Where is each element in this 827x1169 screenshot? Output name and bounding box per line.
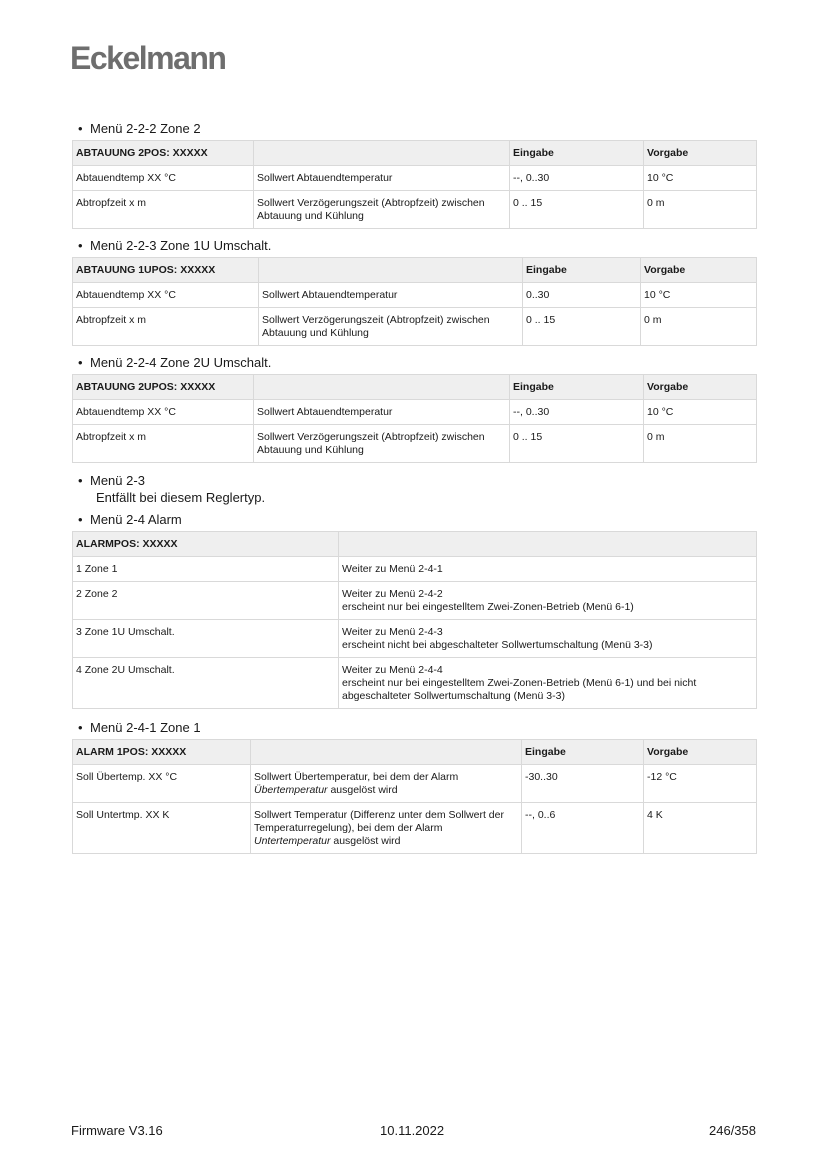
- header-cell: [259, 258, 523, 283]
- table-row: [73, 400, 757, 425]
- table-cell: Abtauendtemp XX °C: [73, 400, 254, 425]
- bullet-heading: • Menü 2-4 Alarm: [78, 512, 182, 527]
- table-cell: [339, 582, 757, 620]
- table-row: [73, 557, 757, 582]
- table-cell: 0 .. 15: [523, 308, 641, 346]
- section-menu-2-2-2: [72, 120, 756, 229]
- table-cell: 3 Zone 1U Umschalt.: [73, 620, 339, 658]
- section-menu-2-2-3: [72, 237, 756, 346]
- table-cell: Sollwert Übertemperatur, bei dem der Alarm Übertemperatur ausgelöst wird: [251, 765, 522, 803]
- table-cell: -12 °C: [644, 765, 757, 803]
- table-row: [73, 425, 757, 463]
- table-row: [73, 308, 757, 346]
- table-cell: Sollwert Verzögerungszeit (Abtropfzeit) zwischen Abtauung und Kühlung: [254, 191, 510, 229]
- table-cell: Abtropfzeit x m: [73, 425, 254, 463]
- table-cell: 0 .. 15: [510, 191, 644, 229]
- table-cell: 4 Zone 2U Umschalt.: [73, 658, 339, 709]
- table-cell: Sollwert Verzögerungszeit (Abtropfzeit) zwischen Abtauung und Kühlung: [259, 308, 523, 346]
- table-cell: 0..30: [523, 283, 641, 308]
- cell-line: Weiter zu Menü 2-4-2: [342, 588, 443, 600]
- table-cell: Abtauendtemp XX °C: [73, 166, 254, 191]
- table-cell: Sollwert Verzögerungszeit (Abtropfzeit) zwischen Abtauung und Kühlung: [254, 425, 510, 463]
- table-cell: 2 Zone 2: [73, 582, 339, 620]
- header-cell: [254, 141, 510, 166]
- table-cell: Sollwert Abtauendtemperatur: [254, 166, 510, 191]
- table-cell: 10 °C: [641, 283, 757, 308]
- table-header-row: [73, 740, 757, 765]
- table-cell: Abtropfzeit x m: [73, 191, 254, 229]
- section-menu-2-2-4: [72, 354, 756, 463]
- cell-line: erscheint nur bei eingestelltem Zwei-Zonen-Betrieb (Menü 6-1) und bei nicht abgeschalteter Sollwertumschaltung (Menü 3-3): [342, 677, 697, 702]
- cell-line: erscheint nur bei eingestelltem Zwei-Zonen-Betrieb (Menü 6-1): [342, 601, 634, 613]
- table-cell: 0 m: [644, 191, 757, 229]
- bullet-heading: • Menü 2-2-2 Zone 2: [78, 121, 201, 136]
- table-cell: [339, 620, 757, 658]
- bullet-note: Entfällt bei diesem Reglertyp.: [96, 490, 266, 505]
- table-cell: -30..30: [522, 765, 644, 803]
- header-cell: [254, 375, 510, 400]
- header-cell: ALARMPOS: XXXXX: [73, 532, 339, 557]
- table-cell: Sollwert Abtauendtemperatur: [259, 283, 523, 308]
- header-cell: Eingabe: [510, 375, 644, 400]
- bullet-heading: • Menü 2-2-4 Zone 2U Umschalt.: [78, 355, 272, 370]
- header-cell: Vorgabe: [644, 375, 757, 400]
- table-cell: Weiter zu Menü 2-4-1: [339, 557, 757, 582]
- table-cell: 10 °C: [644, 400, 757, 425]
- table-row: [73, 658, 757, 709]
- table-cell: --, 0..30: [510, 166, 644, 191]
- table-cell: Soll Untertmp. XX K: [73, 803, 251, 854]
- table-cell: 0 .. 15: [510, 425, 644, 463]
- header-cell: Eingabe: [510, 141, 644, 166]
- table-row: [73, 803, 757, 854]
- table-row: [73, 166, 757, 191]
- header-cell: ALARM 1POS: XXXXX: [73, 740, 251, 765]
- table-cell: Sollwert Abtauendtemperatur: [254, 400, 510, 425]
- table-cell: --, 0..6: [522, 803, 644, 854]
- table-abtauung-2upos: [72, 374, 757, 463]
- bullet-heading: • Menü 2-3 Entfällt bei diesem Reglertyp.: [72, 472, 756, 506]
- header-cell: Eingabe: [522, 740, 644, 765]
- table-abtauung-2pos: [72, 140, 757, 229]
- table-row: [73, 283, 757, 308]
- header-cell: Eingabe: [523, 258, 641, 283]
- footer-page-number: 246/358: [709, 1123, 756, 1138]
- header-cell: ABTAUUNG 2POS: XXXXX: [73, 141, 254, 166]
- table-cell: [339, 658, 757, 709]
- table-cell: 0 m: [644, 425, 757, 463]
- table-cell: --, 0..30: [510, 400, 644, 425]
- table-alarmpos: [72, 531, 757, 709]
- cell-line: erscheint nicht bei abgeschalteter Sollwertumschaltung (Menü 3-3): [342, 639, 653, 651]
- header-cell: Vorgabe: [641, 258, 757, 283]
- bullet-heading: • Menü 2-2-3 Zone 1U Umschalt.: [78, 238, 272, 253]
- table-cell: Abtauendtemp XX °C: [73, 283, 259, 308]
- cell-line: Weiter zu Menü 2-4-4: [342, 664, 443, 676]
- table-cell: Soll Übertemp. XX °C: [73, 765, 251, 803]
- footer-firmware: Firmware V3.16: [71, 1123, 163, 1138]
- table-cell: 1 Zone 1: [73, 557, 339, 582]
- table-header-row: [73, 532, 757, 557]
- section-menu-2-4: [72, 511, 756, 709]
- eckelmann-logo: Eckelmann: [70, 40, 226, 76]
- section-menu-2-3: [72, 472, 756, 509]
- header-cell: [339, 532, 757, 557]
- header-cell: ABTAUUNG 1UPOS: XXXXX: [73, 258, 259, 283]
- header-cell: Vorgabe: [644, 740, 757, 765]
- table-row: [73, 765, 757, 803]
- table-row: [73, 620, 757, 658]
- bullet-heading: • Menü 2-4-1 Zone 1: [78, 720, 201, 735]
- table-cell: 10 °C: [644, 166, 757, 191]
- table-cell: 4 K: [644, 803, 757, 854]
- footer-date: 10.11.2022: [380, 1123, 445, 1138]
- table-cell: 0 m: [641, 308, 757, 346]
- section-menu-2-4-1: [72, 719, 756, 854]
- cell-line: Weiter zu Menü 2-4-3: [342, 626, 443, 638]
- header-cell: [251, 740, 522, 765]
- header-cell: ABTAUUNG 2UPOS: XXXXX: [73, 375, 254, 400]
- table-cell: Abtropfzeit x m: [73, 308, 259, 346]
- table-row: [73, 191, 757, 229]
- table-row: [73, 582, 757, 620]
- table-abtauung-1upos: [72, 257, 757, 346]
- table-header-row: [73, 141, 757, 166]
- table-header-row: [73, 375, 757, 400]
- header-cell: Vorgabe: [644, 141, 757, 166]
- table-alarm-1pos: [72, 739, 757, 854]
- table-cell: Sollwert Temperatur (Differenz unter dem Sollwert der Temperaturregelung), bei dem der Alarm Untertemperatur ausgelöst wird: [251, 803, 522, 854]
- table-header-row: [73, 258, 757, 283]
